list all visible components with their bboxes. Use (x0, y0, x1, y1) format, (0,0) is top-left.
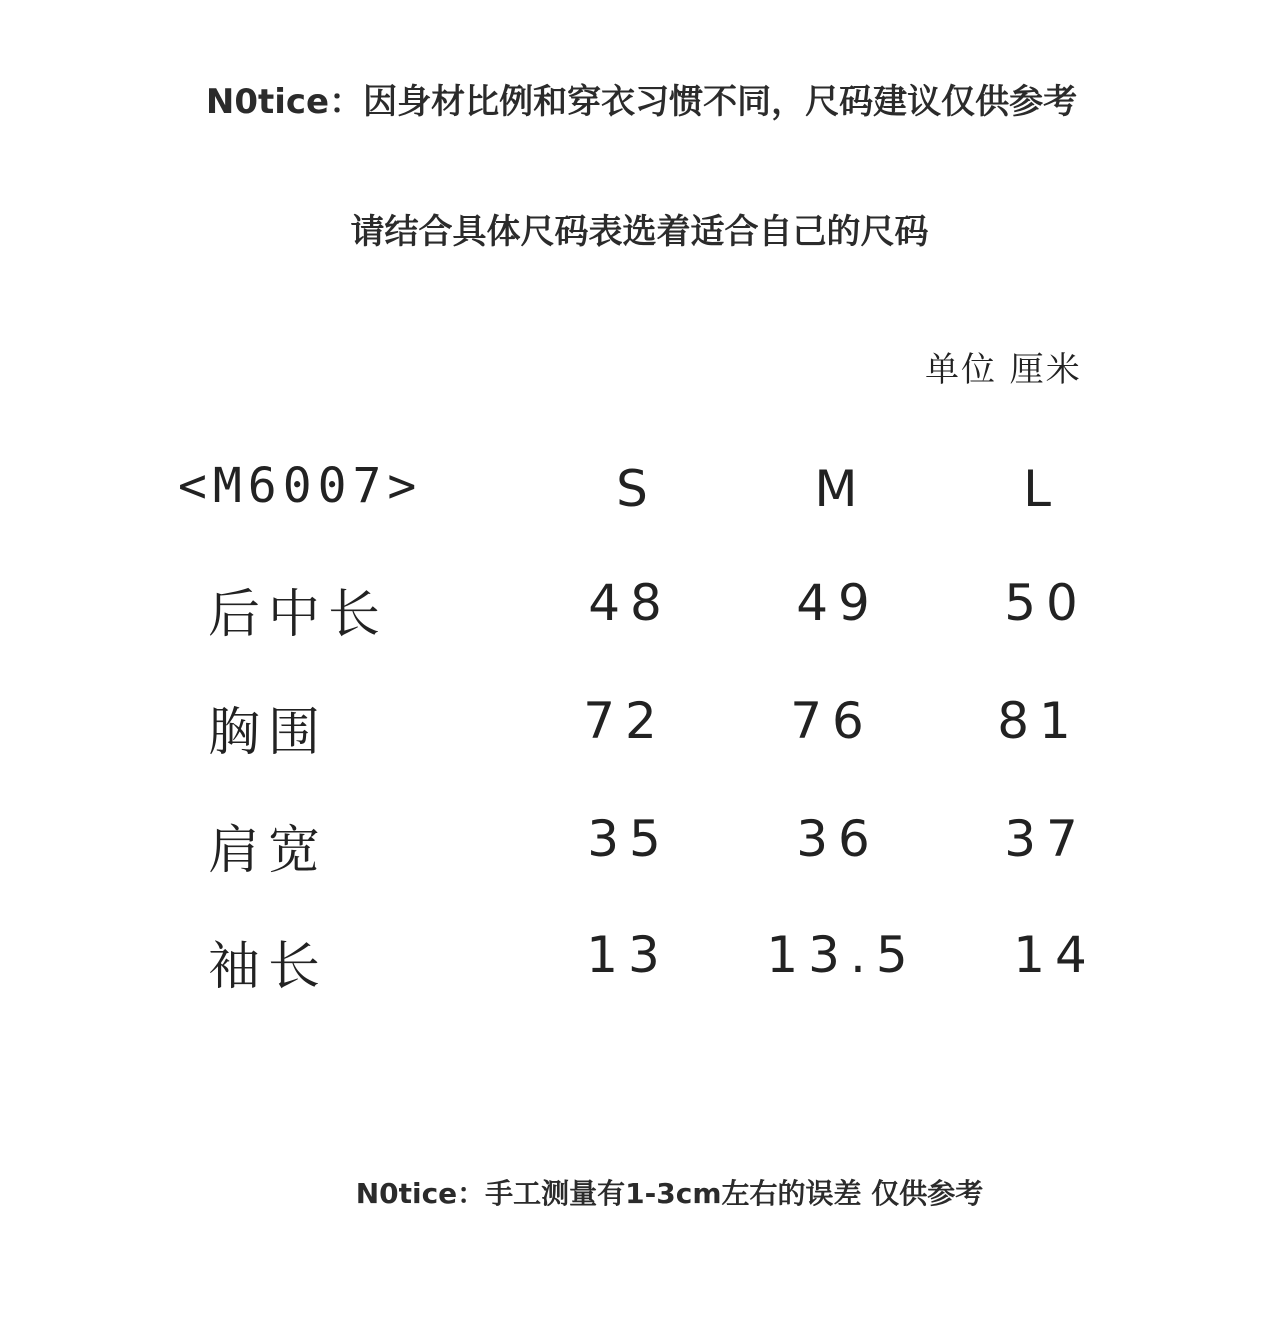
cell-chest-l: 81 (997, 692, 1081, 750)
unit-label: 单位 厘米 (925, 350, 1082, 390)
cell-back-length-l: 50 (1004, 574, 1088, 632)
cell-sleeve-l: 14 (1013, 926, 1097, 984)
cell-shoulder-m: 36 (796, 810, 880, 868)
size-header-m: M (814, 460, 858, 518)
notice-bottom: N0tice：手工测量有1-3cm左右的误差 仅供参考 (355, 1177, 984, 1210)
cell-back-length-m: 49 (796, 574, 880, 632)
cell-chest-s: 72 (583, 692, 667, 750)
size-header-s: S (616, 460, 648, 518)
size-header-l: L (1023, 460, 1051, 518)
notice-top: N0tice：因身材比例和穿衣习惯不同，尺码建议仅供参考 (205, 82, 1078, 122)
cell-sleeve-m: 13.5 (766, 926, 918, 984)
cell-shoulder-s: 35 (587, 810, 671, 868)
model-code: <M6007> (178, 458, 423, 514)
notice-second: 请结合具体尺码表选着适合自己的尺码 (350, 212, 929, 252)
row-label-sleeve: 袖长 (208, 937, 329, 997)
cell-sleeve-s: 13 (586, 926, 670, 984)
cell-shoulder-l: 37 (1004, 810, 1088, 868)
cell-chest-m: 76 (790, 692, 874, 750)
cell-back-length-s: 48 (588, 574, 672, 632)
row-label-chest: 胸围 (208, 703, 329, 763)
row-label-shoulder: 肩宽 (208, 821, 329, 881)
row-label-back-length: 后中长 (208, 585, 389, 645)
